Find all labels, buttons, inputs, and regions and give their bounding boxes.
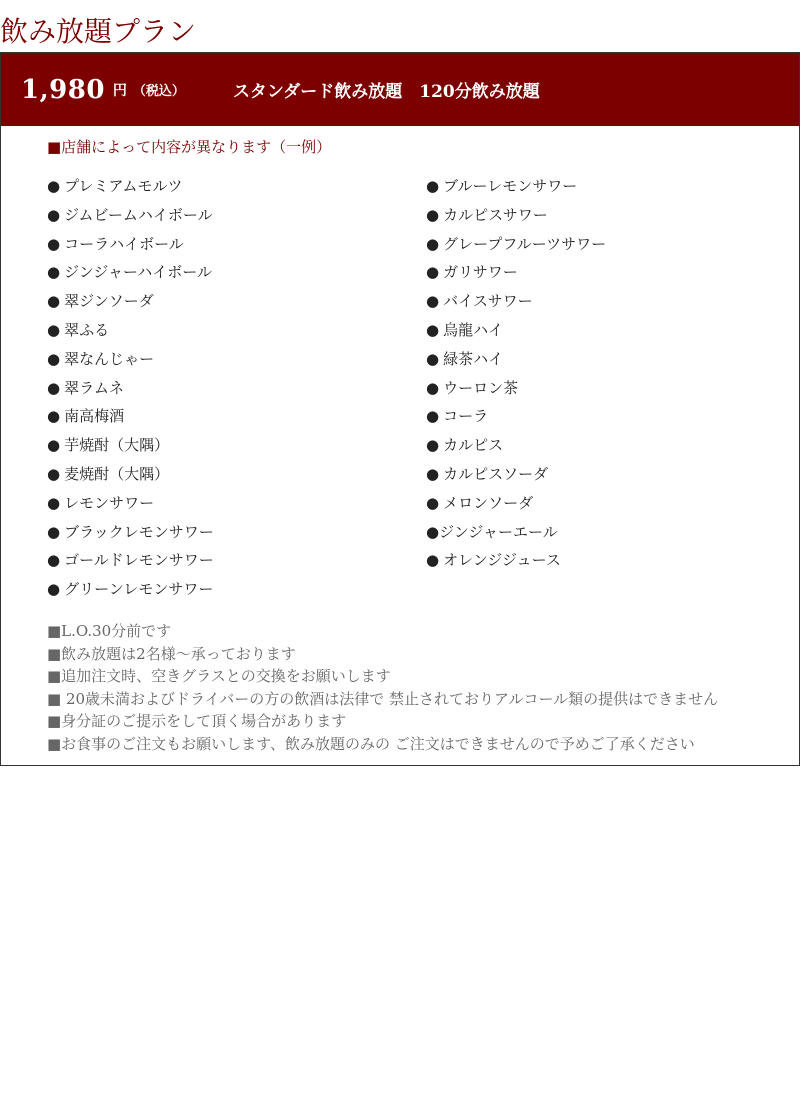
- bullet-icon: ●: [47, 551, 61, 570]
- bullet-icon: ●: [426, 349, 440, 368]
- tax-note: （税込）: [132, 84, 185, 99]
- drink-item: [426, 349, 606, 378]
- drink-list-left: [47, 176, 214, 608]
- bullet-icon: ●: [426, 493, 440, 512]
- drink-item: [47, 522, 214, 551]
- drink-item: [426, 406, 606, 435]
- drink-list-right: [426, 176, 606, 579]
- drink-name: グリーンレモンサワー: [64, 580, 214, 599]
- drink-name: 南高梅酒: [64, 407, 125, 426]
- bullet-icon: ●: [47, 436, 61, 455]
- bullet-icon: ●: [426, 292, 440, 311]
- bullet-icon: ●: [426, 234, 440, 253]
- plan-box: [0, 52, 800, 766]
- bullet-icon: ●: [426, 407, 440, 426]
- bullet-icon: ●: [47, 464, 61, 483]
- store-note-heading: ■店舗によって内容が異なります（一例）: [47, 138, 332, 156]
- drink-name: ブルーレモンサワー: [443, 177, 578, 195]
- bullet-icon: ●: [426, 205, 440, 224]
- drink-item: [47, 464, 214, 493]
- drink-name: 翠なんじゃー: [64, 349, 155, 368]
- drink-name: ゴールドレモンサワー: [64, 551, 214, 570]
- bullet-icon: ●: [47, 349, 61, 368]
- bullet-icon: ●: [47, 177, 61, 195]
- note-item: ■L.O.30分前です: [47, 622, 172, 640]
- drink-name: バイスサワー: [443, 292, 533, 311]
- note-item: ■追加注文時、空きグラスとの交換をお願いします: [47, 667, 391, 686]
- drink-item: [47, 320, 214, 349]
- plan-name: スタンダード飲み放題 120分飲み放題: [232, 82, 540, 102]
- drink-item: [47, 493, 214, 522]
- drink-item: [426, 378, 606, 407]
- bullet-icon: ●: [47, 522, 61, 541]
- bullet-icon: ●: [47, 263, 61, 282]
- drink-name: コーラ: [443, 407, 489, 426]
- drink-name: 芋焼酎（大隅）: [64, 436, 170, 455]
- drink-name: 翠ラムネ: [64, 378, 124, 397]
- drink-name: ジンジャーエール: [439, 522, 558, 541]
- plan-header: [1, 53, 799, 126]
- drink-item: [426, 493, 606, 522]
- bullet-icon: ●: [426, 320, 440, 339]
- drink-item: [426, 320, 606, 349]
- drink-name: カルピスソーダ: [443, 464, 549, 483]
- note-item: ■飲み放題は2名様～承っております: [47, 644, 296, 663]
- drink-item: [47, 234, 214, 263]
- drink-item: [426, 435, 606, 464]
- bullet-icon: ●: [426, 522, 440, 541]
- drink-item: [47, 205, 214, 234]
- notes-list: [47, 620, 718, 756]
- bullet-icon: ●: [47, 580, 61, 599]
- bullet-icon: ●: [426, 464, 440, 483]
- drink-name: 烏龍ハイ: [443, 320, 504, 339]
- bullet-icon: ●: [426, 436, 440, 455]
- drink-name: コーラハイボール: [64, 234, 184, 253]
- drink-item: [47, 291, 214, 320]
- drink-item: [426, 522, 606, 551]
- drink-item: [426, 550, 606, 579]
- drink-name: 翠ジンソーダ: [64, 292, 154, 311]
- drink-item: [426, 234, 606, 263]
- drink-item: [47, 579, 214, 608]
- drink-name: グレープフルーツサワー: [443, 234, 607, 253]
- drink-item: [47, 378, 214, 407]
- drink-item: [47, 406, 214, 435]
- bullet-icon: ●: [426, 263, 440, 282]
- bullet-icon: ●: [47, 407, 61, 426]
- drink-item: [47, 176, 214, 205]
- drink-item: [47, 435, 214, 464]
- drink-name: カルピス: [443, 436, 504, 455]
- drink-item: [47, 349, 214, 378]
- drink-name: プレミアムモルツ: [64, 177, 183, 195]
- bullet-icon: ●: [426, 378, 440, 397]
- bullet-icon: ●: [47, 320, 61, 339]
- drink-name: ガリサワー: [443, 263, 518, 282]
- drink-item: [47, 550, 214, 579]
- drink-name: オレンジジュース: [443, 551, 561, 570]
- drink-item: [426, 464, 606, 493]
- bullet-icon: ●: [47, 378, 61, 397]
- drink-name: 麦焼酎（大隅）: [64, 464, 170, 483]
- drink-name: ウーロン茶: [443, 378, 519, 397]
- bullet-icon: ●: [426, 177, 440, 195]
- bullet-icon: ●: [47, 292, 61, 311]
- note-item: ■お食事のご注文もお願いします、飲み放題のみの ご注文はできませんので予めご了承ください: [47, 734, 695, 753]
- drink-item: [426, 205, 606, 234]
- drink-item: [426, 262, 606, 291]
- drink-name: ジムビームハイボール: [64, 205, 213, 224]
- bullet-icon: ●: [47, 493, 61, 512]
- drink-name: レモンサワー: [64, 493, 155, 512]
- drink-name: 緑茶ハイ: [443, 349, 504, 368]
- bullet-icon: ●: [426, 551, 440, 570]
- bullet-icon: ●: [47, 205, 61, 224]
- drink-name: 翠ふる: [64, 320, 110, 339]
- drink-name: ジンジャーハイボール: [64, 263, 212, 282]
- page-title: 飲み放題プラン: [0, 15, 197, 48]
- note-item: ■ 20歳未満およびドライバーの方の飲酒は法律で 禁止されておりアルコール類の提供はできません: [47, 689, 719, 708]
- drink-name: カルピスサワー: [443, 205, 548, 224]
- note-item: ■身分証のご提示をして頂く場合があります: [47, 712, 347, 731]
- drink-item: [426, 291, 606, 320]
- drink-item: [426, 176, 606, 205]
- currency-label: 円: [112, 82, 127, 99]
- plan-price: 1,980: [21, 74, 105, 105]
- drink-item: [47, 262, 214, 291]
- bullet-icon: ●: [47, 234, 61, 253]
- drink-name: ブラックレモンサワー: [64, 522, 214, 541]
- drink-name: メロンソーダ: [443, 493, 534, 512]
